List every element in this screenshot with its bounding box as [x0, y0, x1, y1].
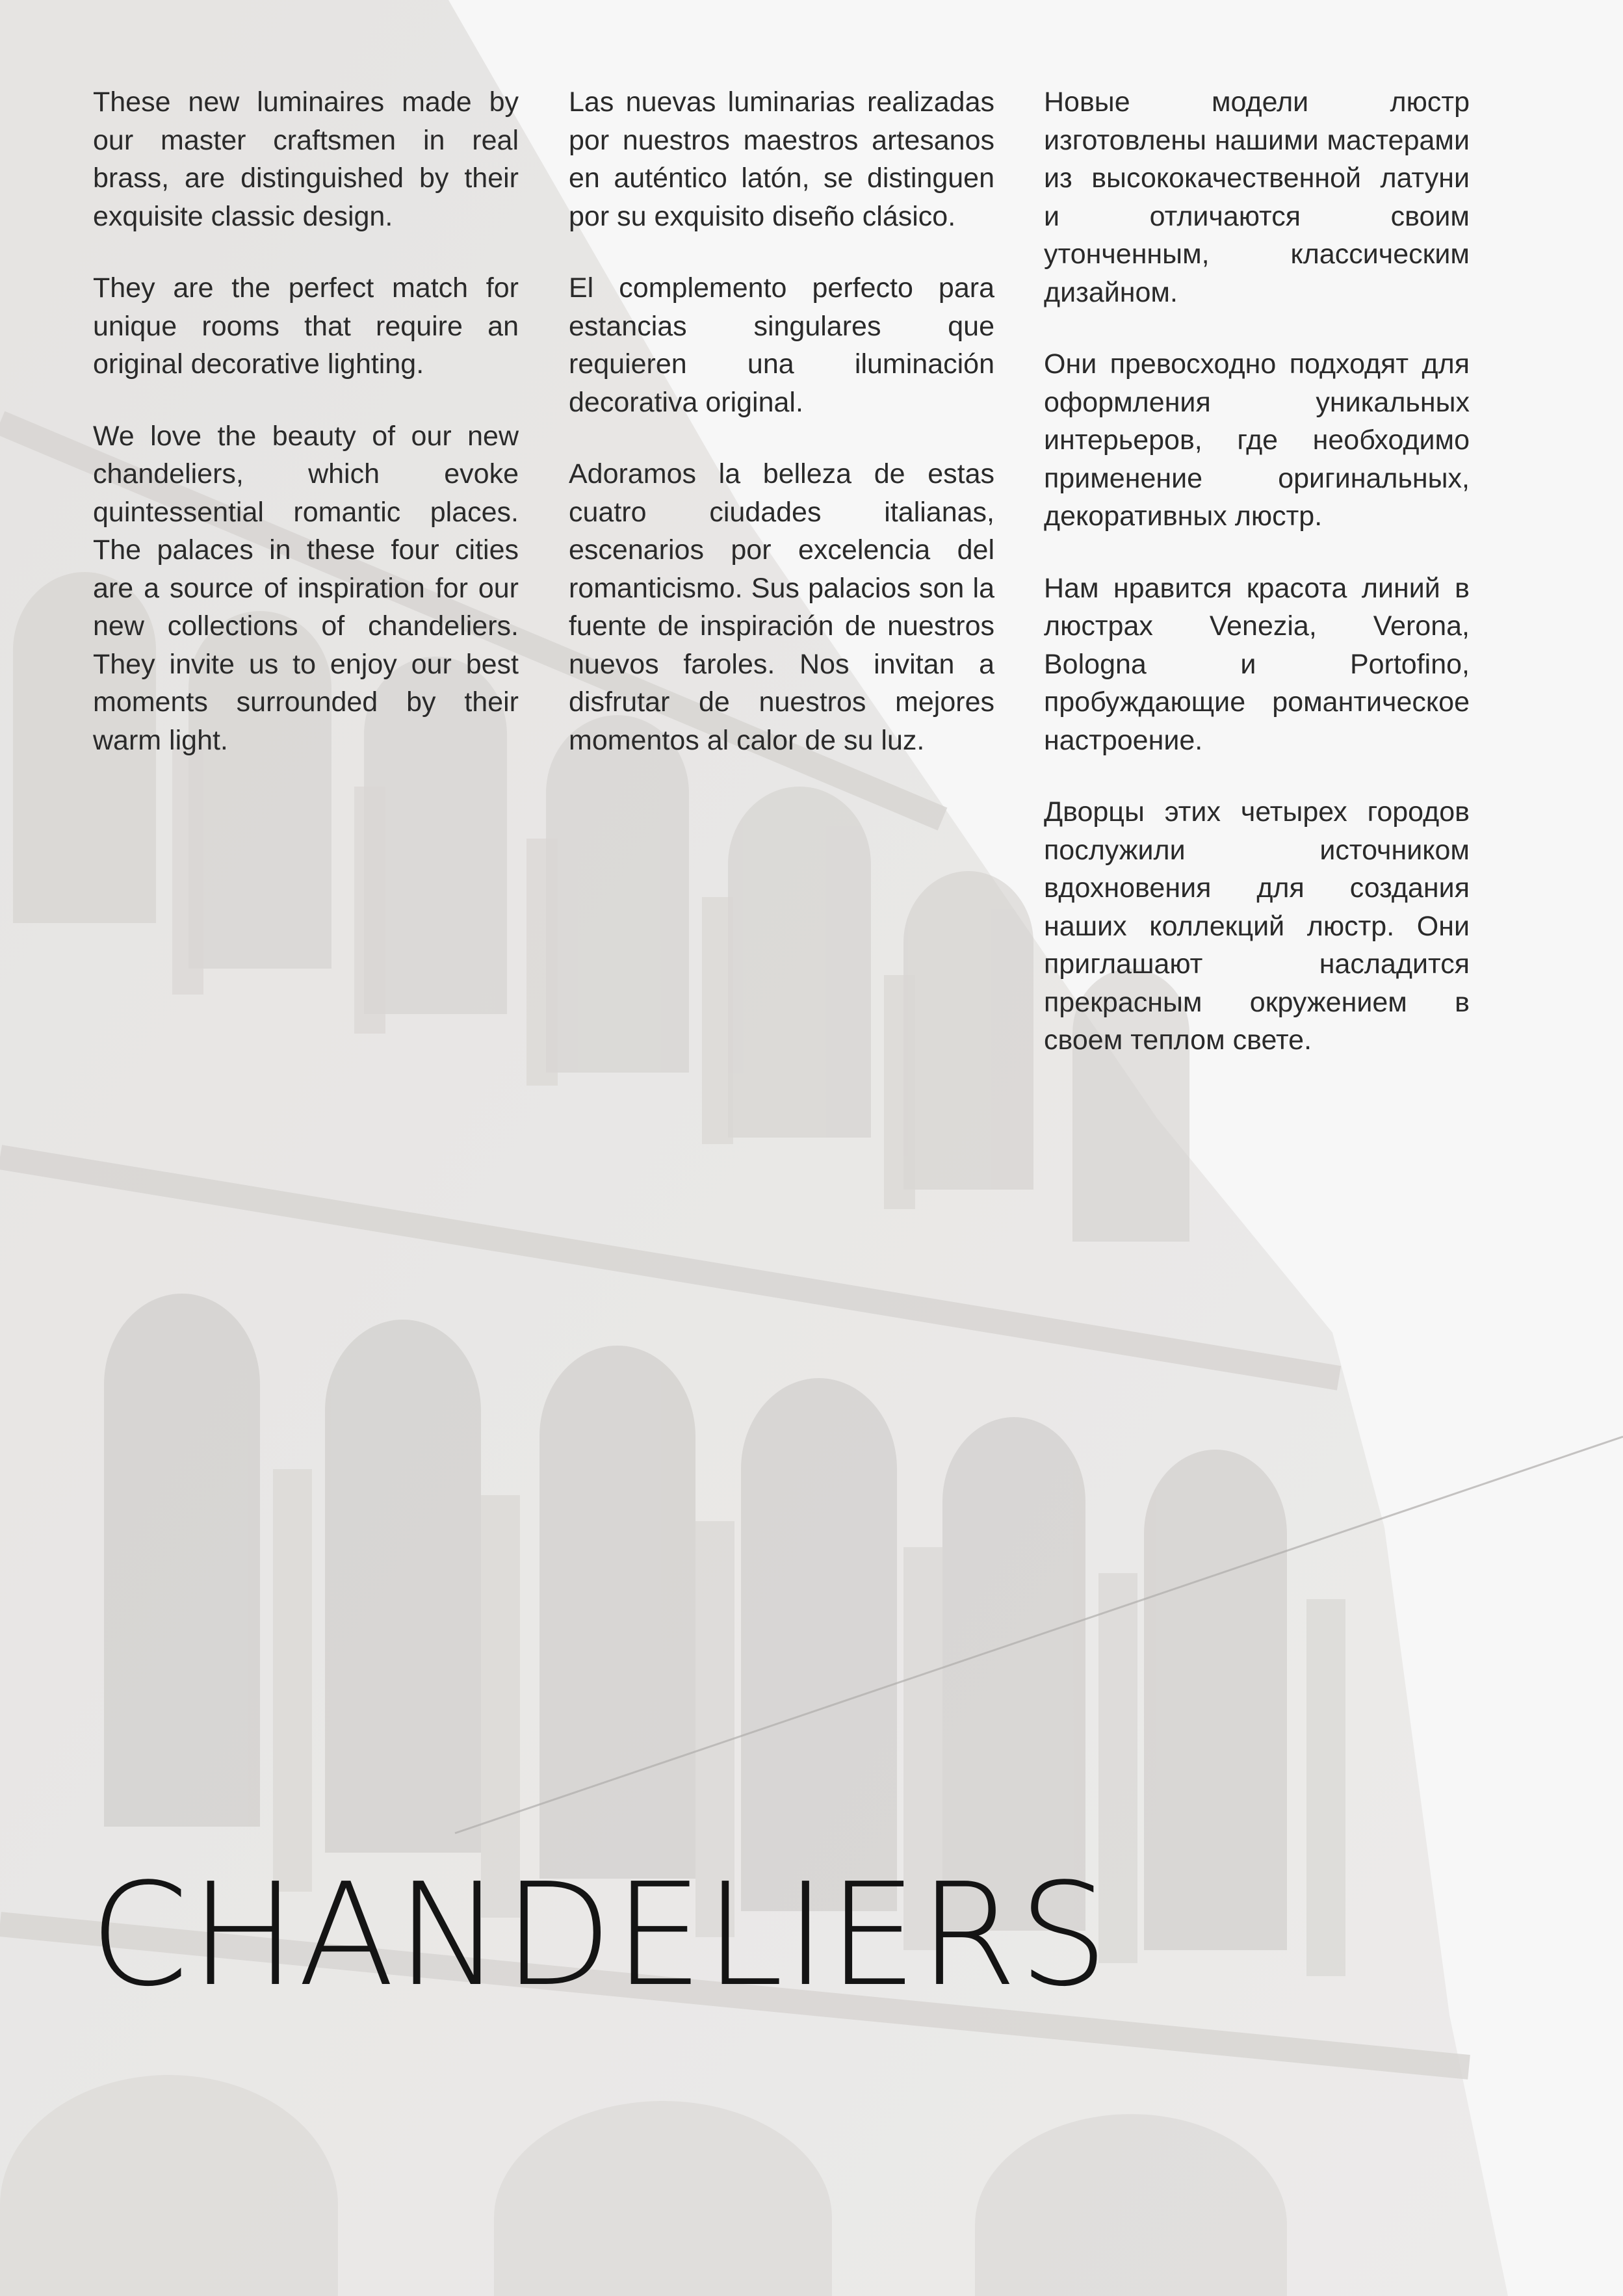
es-paragraph-1: Las nuevas luminarias realizadas por nuestros maestros artesanos en auténtico latón, se distinguen por su exquisito diseño clásico. [569, 86, 994, 232]
ru-paragraph-3: Нам нравится красота линий в люстрах Venezia, Verona, Bologna и Portofino, пробуждающие романтическое настроение. [1044, 572, 1470, 756]
en-paragraph-2: They are the perfect match for unique rooms that require an original decorative lighting. [93, 272, 519, 380]
ru-paragraph-4: Дворцы этих четырех городов послужили источником вдохновения для создания наших коллекций люстр. Они приглашают насладится прекрасным окружением в своем теплом свете. [1044, 796, 1470, 1056]
spanish-text-column [569, 83, 994, 793]
es-paragraph-3: Adoramos la belleza de estas cuatro ciudades italianas, escenarios por excelencia del romanticismo. Sus palacios son la fuente de inspiración de nuestros nuevos faroles. Nos invitan a disfrutar de nuestros mejores momentos al calor de su luz. [569, 458, 994, 756]
russian-text-column [1044, 83, 1470, 1093]
ru-paragraph-2: Они превосходно подходят для оформления уникальных интерьеров, где необходимо применение оригинальных, декоративных люстр. [1044, 348, 1470, 532]
es-paragraph-2: El complemento perfecto para estancias singulares que requieren una iluminación decorativa original. [569, 272, 994, 418]
page-title: CHANDELIERS [90, 1853, 1110, 2018]
en-paragraph-1: These new luminaires made by our master craftsmen in real brass, are distinguished by their exquisite classic design. [93, 86, 519, 232]
en-paragraph-3: We love the beauty of our new chandeliers, which evoke quintessential romantic places. The palaces in these four cities are a source of inspiration for our new collections of chandeliers. They invite us to enjoy our best moments surrounded by their warm light. [93, 420, 519, 756]
ru-paragraph-1: Новые модели люстр изготовлены нашими мастерами из высококачественной латуни и отличаются своим утонченным, классическим дизайном. [1044, 86, 1470, 308]
english-text-column [93, 83, 519, 793]
